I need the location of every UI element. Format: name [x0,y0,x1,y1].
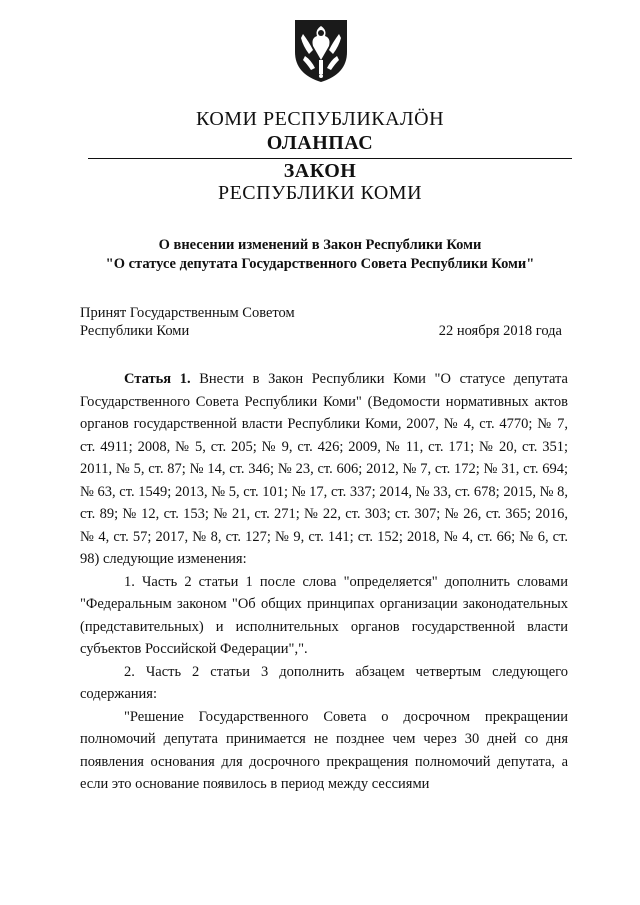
item-1-paragraph: 1. Часть 2 статьи 1 после слова "определяется" дополнить словами "Федеральным законом "Об общих принципах организации законодательных (представительных) и исполнительных органов государственной власти субъектов Российской Федерации",". [80,573,568,657]
adoption-line2: Республики Коми [80,323,190,339]
coat-of-arms-icon [291,16,351,84]
adoption-date: 22 ноября 2018 года [438,323,562,339]
law-title-line2: "О статусе депутата Государственного Совета Республики Коми" [105,256,535,272]
quote-paragraph: "Решение Государственного Совета о досрочном прекращении полномочий депутата принимается не позднее чем через 30 дней со дня появления основания для досрочного прекращения полномочий депутата, а если это основание появилось в период между сессиями [80,708,568,792]
adoption-body [80,304,295,340]
header-republic-komi: РЕСПУБЛИКИ КОМИ [217,182,423,204]
header-olanpas: ОЛАНПАС [266,132,374,154]
header-divider [88,158,572,159]
item-2-paragraph: 2. Часть 2 статьи 3 дополнить абзацем четвертым следующего содержания: [80,663,568,702]
document-body [80,368,568,796]
law-title [60,236,580,274]
article-1-paragraph [80,368,568,571]
law-title-line1: О внесении изменений в Закон Республики Коми [158,237,482,253]
adoption-line1: Принят Государственным Советом [80,305,295,321]
header-komi-republic: КОМИ РЕСПУБЛИКАЛÖН [195,108,445,130]
header-zakon: ЗАКОН [283,160,357,182]
article-label: Статья 1. [124,371,191,387]
article-text: Внести в Закон Республики Коми "О статусе депутата Государственного Совета Республики Коми" (Ведомости нормативных актов органов государственной власти Республики Коми, 2007, № 4, ст. 4770; № 7, ст. 4911; 2008, № 5, ст. 205; № 9, ст. 426; 2009, № 11, ст. 171; № 20, ст. 351; 2011, № 5, ст. 87; № 14, ст. 346; № 23, ст. 606; 2012, № 7, ст. 172; № 31, ст. 694; № 63, ст. 1549; 2013, № 5, ст. 101; № 17, ст. 337; 2014, № 33, ст. 678; 2015, № 8, ст. 89; № 12, ст. 153; № 21, ст. 271; № 22, ст. 303; ст. 307; № 26, ст. 365; 2016, № 4, ст. 57; 2017, № 8, ст. 127; № 9, ст. 141; ст. 152; 2018, № 4, ст. 66; № 6, ст. 98) следующие изменения: [80,371,568,567]
